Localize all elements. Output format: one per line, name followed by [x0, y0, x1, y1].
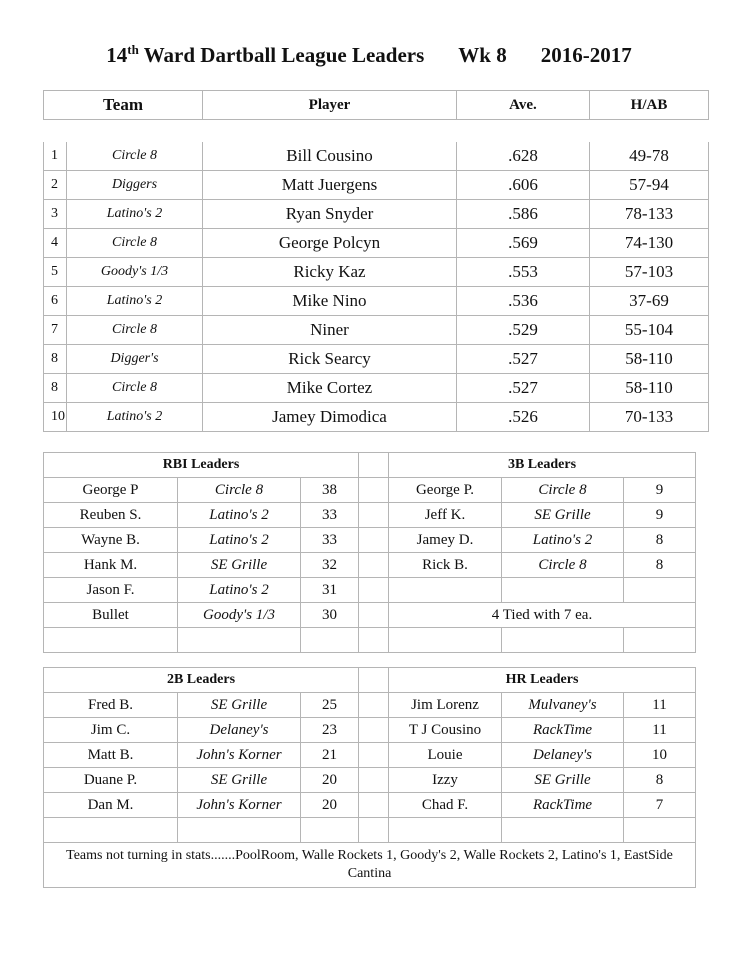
homers-team-cell: SE Grille: [502, 768, 624, 793]
homers-value-cell: 8: [624, 768, 696, 793]
rbi-team-cell: Latino's 2: [178, 503, 301, 528]
triples-value-cell: 8: [624, 528, 696, 553]
table-row: [44, 843, 696, 888]
table-row: [44, 229, 709, 258]
rbi-player-cell: Bullet: [44, 603, 178, 628]
ave-cell: .529: [457, 316, 590, 345]
spacer-cell: [359, 503, 389, 528]
table-row: [44, 403, 709, 432]
spacer-cell: [359, 818, 389, 843]
rbi-team-cell: Goody's 1/3: [178, 603, 301, 628]
column-player: Player: [203, 91, 457, 120]
empty-cell: [178, 818, 301, 843]
hab-cell: 78-133: [590, 200, 709, 229]
rank-cell: 7: [44, 316, 67, 345]
spacer-cell: [359, 603, 389, 628]
player-cell: Ryan Snyder: [203, 200, 457, 229]
doubles-value-cell: 23: [301, 718, 359, 743]
doubles-player-cell: Dan M.: [44, 793, 178, 818]
rbi-team-cell: SE Grille: [178, 553, 301, 578]
rank-cell: 6: [44, 287, 67, 316]
hab-cell: 58-110: [590, 345, 709, 374]
homers-player-cell: Izzy: [389, 768, 502, 793]
rank-cell: 2: [44, 171, 67, 200]
title-week: Wk 8: [458, 43, 507, 67]
empty-cell: [624, 578, 696, 603]
hab-cell: 37-69: [590, 287, 709, 316]
homers-team-cell: RackTime: [502, 793, 624, 818]
spacer-cell: [359, 528, 389, 553]
triples-team-cell: Circle 8: [502, 553, 624, 578]
triples-team-cell: Latino's 2: [502, 528, 624, 553]
rbi-team-cell: Circle 8: [178, 478, 301, 503]
empty-cell: [624, 818, 696, 843]
empty-cell: [389, 578, 502, 603]
doubles-player-cell: Jim C.: [44, 718, 178, 743]
homers-player-cell: T J Cousino: [389, 718, 502, 743]
homers-value-cell: 7: [624, 793, 696, 818]
ave-cell: .526: [457, 403, 590, 432]
table-row: [44, 287, 709, 316]
empty-cell: [502, 628, 624, 653]
homers-player-cell: Louie: [389, 743, 502, 768]
page-title: [0, 42, 738, 68]
doubles-value-cell: 20: [301, 768, 359, 793]
rbi-value-cell: 38: [301, 478, 359, 503]
rbi-3b-leaders-table: [43, 452, 696, 653]
doubles-team-cell: John's Korner: [178, 743, 301, 768]
doubles-player-cell: Fred B.: [44, 693, 178, 718]
doubles-team-cell: SE Grille: [178, 693, 301, 718]
hab-cell: 49-78: [590, 142, 709, 171]
doubles-value-cell: 21: [301, 743, 359, 768]
table-row: [44, 345, 709, 374]
column-team: Team: [44, 91, 203, 120]
player-cell: Bill Cousino: [203, 142, 457, 171]
empty-cell: [389, 628, 502, 653]
team-cell: Latino's 2: [67, 403, 203, 432]
empty-cell: [44, 818, 178, 843]
title-league: Ward Dartball League Leaders: [143, 43, 425, 67]
spacer-cell: [359, 743, 389, 768]
team-cell: Digger's: [67, 345, 203, 374]
3b-leaders-title: 3B Leaders: [389, 453, 696, 478]
team-cell: Circle 8: [67, 142, 203, 171]
rbi-leaders-title: RBI Leaders: [44, 453, 359, 478]
triples-player-cell: Rick B.: [389, 553, 502, 578]
team-cell: Diggers: [67, 171, 203, 200]
table-row: [44, 818, 696, 843]
empty-cell: [624, 628, 696, 653]
table-row: [44, 768, 696, 793]
homers-value-cell: 11: [624, 693, 696, 718]
empty-cell: [502, 818, 624, 843]
table-row: [44, 693, 696, 718]
table-row: [44, 478, 696, 503]
triples-team-cell: SE Grille: [502, 503, 624, 528]
empty-cell: [44, 628, 178, 653]
player-cell: Ricky Kaz: [203, 258, 457, 287]
rank-cell: 10: [44, 403, 67, 432]
footer-note: Teams not turning in stats.......PoolRoom, Walle Rockets 1, Goody's 2, Walle Rockets 2, Latino's 1, EastSide Cantina: [44, 843, 696, 888]
table-row: [44, 316, 709, 345]
doubles-team-cell: SE Grille: [178, 768, 301, 793]
rank-cell: 8: [44, 345, 67, 374]
2b-leaders-title: 2B Leaders: [44, 668, 359, 693]
hab-cell: 74-130: [590, 229, 709, 258]
triples-value-cell: 8: [624, 553, 696, 578]
table-row: [44, 603, 696, 628]
doubles-team-cell: Delaney's: [178, 718, 301, 743]
ave-cell: .553: [457, 258, 590, 287]
title-ward-suffix: th: [127, 42, 139, 57]
team-cell: Circle 8: [67, 316, 203, 345]
rbi-player-cell: Hank M.: [44, 553, 178, 578]
rbi-team-cell: Latino's 2: [178, 578, 301, 603]
spacer-cell: [359, 718, 389, 743]
table-row: [44, 142, 709, 171]
rbi-player-cell: Reuben S.: [44, 503, 178, 528]
team-cell: Circle 8: [67, 374, 203, 403]
table-row: [44, 718, 696, 743]
homers-player-cell: Chad F.: [389, 793, 502, 818]
doubles-team-cell: John's Korner: [178, 793, 301, 818]
empty-cell: [502, 578, 624, 603]
table-row: [44, 200, 709, 229]
player-cell: Matt Juergens: [203, 171, 457, 200]
empty-cell: [389, 818, 502, 843]
ave-cell: .569: [457, 229, 590, 258]
column-ave: Ave.: [457, 91, 590, 120]
spacer-cell: [359, 578, 389, 603]
doubles-value-cell: 20: [301, 793, 359, 818]
hab-cell: 58-110: [590, 374, 709, 403]
player-cell: Mike Nino: [203, 287, 457, 316]
ave-cell: .606: [457, 171, 590, 200]
rank-cell: 1: [44, 142, 67, 171]
hr-leaders-title: HR Leaders: [389, 668, 696, 693]
rbi-player-cell: George P: [44, 478, 178, 503]
hab-cell: 55-104: [590, 316, 709, 345]
spacer-cell: [359, 553, 389, 578]
title-season: 2016-2017: [540, 43, 632, 67]
doubles-player-cell: Duane P.: [44, 768, 178, 793]
table-row: [44, 258, 709, 287]
rbi-value-cell: 33: [301, 528, 359, 553]
triples-player-cell: Jeff K.: [389, 503, 502, 528]
ave-cell: .628: [457, 142, 590, 171]
column-hab: H/AB: [590, 91, 709, 120]
rank-cell: 5: [44, 258, 67, 287]
table-row: [44, 628, 696, 653]
table-row: [44, 503, 696, 528]
batting-leaders-table: [43, 142, 709, 432]
table-row: [44, 374, 709, 403]
spacer-cell: [359, 693, 389, 718]
player-cell: George Polcyn: [203, 229, 457, 258]
player-cell: Niner: [203, 316, 457, 345]
player-cell: Mike Cortez: [203, 374, 457, 403]
rbi-player-cell: Jason F.: [44, 578, 178, 603]
hab-cell: 57-103: [590, 258, 709, 287]
table-row: [44, 743, 696, 768]
table-row: [44, 578, 696, 603]
rbi-value-cell: 30: [301, 603, 359, 628]
team-cell: Goody's 1/3: [67, 258, 203, 287]
empty-cell: [301, 628, 359, 653]
rbi-value-cell: 33: [301, 503, 359, 528]
team-cell: Latino's 2: [67, 200, 203, 229]
doubles-value-cell: 25: [301, 693, 359, 718]
homers-value-cell: 10: [624, 743, 696, 768]
triples-team-cell: Circle 8: [502, 478, 624, 503]
homers-team-cell: Mulvaney's: [502, 693, 624, 718]
hab-cell: 70-133: [590, 403, 709, 432]
rank-cell: 4: [44, 229, 67, 258]
spacer-cell: [359, 768, 389, 793]
homers-value-cell: 11: [624, 718, 696, 743]
hab-cell: 57-94: [590, 171, 709, 200]
ave-cell: .527: [457, 345, 590, 374]
leaders-header: [43, 90, 709, 120]
triples-value-cell: 9: [624, 478, 696, 503]
empty-cell: [301, 818, 359, 843]
table-row: [44, 553, 696, 578]
homers-player-cell: Jim Lorenz: [389, 693, 502, 718]
2b-hr-leaders-table: [43, 667, 696, 888]
team-cell: Circle 8: [67, 229, 203, 258]
rbi-value-cell: 32: [301, 553, 359, 578]
rank-cell: 8: [44, 374, 67, 403]
ave-cell: .536: [457, 287, 590, 316]
empty-cell: [178, 628, 301, 653]
rbi-team-cell: Latino's 2: [178, 528, 301, 553]
triples-value-cell: 9: [624, 503, 696, 528]
player-cell: Rick Searcy: [203, 345, 457, 374]
homers-team-cell: Delaney's: [502, 743, 624, 768]
ave-cell: .586: [457, 200, 590, 229]
team-cell: Latino's 2: [67, 287, 203, 316]
rank-cell: 3: [44, 200, 67, 229]
table-row: [44, 528, 696, 553]
spacer-cell: [359, 478, 389, 503]
table-row: [44, 793, 696, 818]
spacer-cell: [359, 628, 389, 653]
rbi-player-cell: Wayne B.: [44, 528, 178, 553]
3b-tie-note: 4 Tied with 7 ea.: [389, 603, 696, 628]
title-ward-number: 14: [106, 43, 128, 67]
ave-cell: .527: [457, 374, 590, 403]
triples-player-cell: George P.: [389, 478, 502, 503]
spacer-cell: [359, 793, 389, 818]
rbi-value-cell: 31: [301, 578, 359, 603]
homers-team-cell: RackTime: [502, 718, 624, 743]
player-cell: Jamey Dimodica: [203, 403, 457, 432]
table-row: [44, 171, 709, 200]
triples-player-cell: Jamey D.: [389, 528, 502, 553]
doubles-player-cell: Matt B.: [44, 743, 178, 768]
